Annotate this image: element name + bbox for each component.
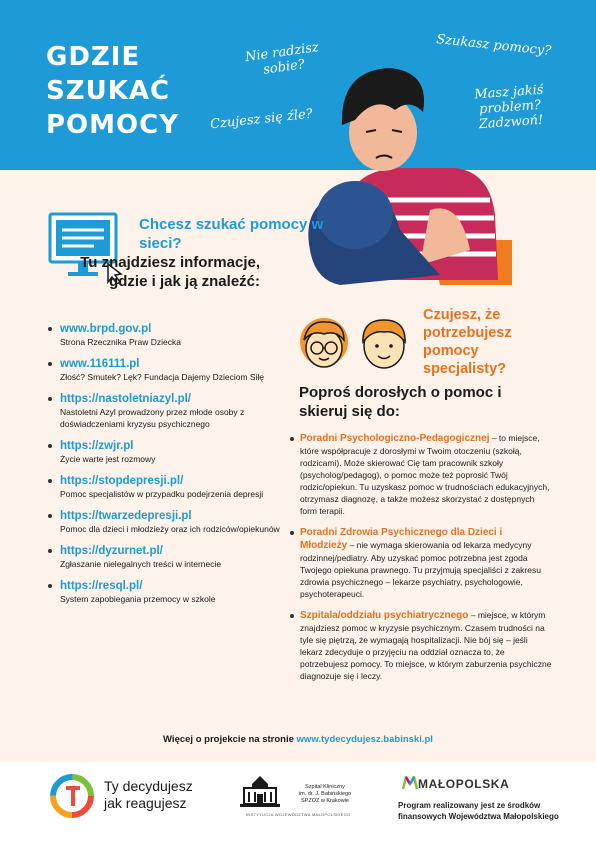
question-2: Czujesz się źle? bbox=[209, 106, 314, 133]
more-info: Więcej o projekcie na stronie www.tydecydujesz.babinski.pl bbox=[163, 734, 433, 745]
link[interactable]: www.116111.pl bbox=[60, 358, 140, 370]
question-4: Masz jakiś problem? Zadzwoń! bbox=[473, 82, 544, 133]
link[interactable]: https://twarzedepresji.pl bbox=[60, 510, 192, 522]
specialist-subheading: Poproś dorosłych o pomoc i skieruj się do: bbox=[299, 384, 502, 420]
project-logo-text: Ty decydujesz jak reagujesz bbox=[104, 778, 193, 811]
online-heading: Chcesz szukać pomocy w sieci? bbox=[139, 216, 324, 252]
list-item: https://stopdepresji.pl/ Pomoc specjalistów w przypadku podejrzenia depresji bbox=[48, 474, 288, 500]
list-item: https://resql.pl/ System zapobiegania przemocy w szkole bbox=[48, 579, 288, 605]
places-list bbox=[290, 432, 552, 691]
list-item: Szpitala/oddziału psychiatrycznego – miejsce, w którym znajdziesz pomoc w kryzysie psychicznym. Czasem trudności na tyle się piętrzą, że wymagają hospitalizacji. Nie bój się – jeśli lekarz zdecyduje o przyjęciu na oddział oznacza to, że potrzebujesz pomocy. To miejsce, w którym zaburzenia psychiczne diagnozuje się i leczy. bbox=[290, 609, 552, 682]
malopolska-logo-icon bbox=[402, 776, 418, 790]
link[interactable]: https://nastoletniazyl.pl/ bbox=[60, 393, 191, 405]
project-logo-icon bbox=[50, 774, 98, 818]
question-3: Szukasz pomocy? bbox=[435, 32, 552, 59]
list-item: www.116111.pl Złość? Smutek? Lęk? Fundacja Dajemy Dzieciom Siłę bbox=[48, 357, 288, 383]
link[interactable]: https://stopdepresji.pl/ bbox=[60, 475, 184, 487]
sad-teen-illustration bbox=[280, 50, 540, 290]
specialist-faces bbox=[296, 312, 416, 372]
specialist-heading: Czujesz, że potrzebujesz pomocy specjalisty? bbox=[423, 307, 512, 377]
list-item: Poradni Psychologiczno-Pedagogicznej – to miejsce, które współpracuje z dorosłymi w Twoim otoczeniu (szkołą, rodzicami). Może skierować Cię tam pracownik szkoły (psycholog/pedagog), o pomoc może też poprosić Twój rodzic/opiekun. Tu uzyskasz pomoc w trudnościach edukacyjnych, otrzymasz diagnozę, a także możesz skorzystać z dostępnych form terapii. bbox=[290, 432, 552, 517]
funding-note: Program realizowany jest ze środków finansowych Województwa Małopolskiego bbox=[398, 801, 559, 821]
list-item: https://zwjr.pl Życie warte jest rozmowy bbox=[48, 439, 288, 465]
page-title: GDZIE SZUKAĆ POMOCY bbox=[46, 42, 180, 140]
hospital-institution: INSTYTUCJA WOJEWÓDZTWA MAŁOPOLSKIEGO bbox=[246, 812, 351, 817]
list-item: https://dyzurnet.pl/ Zgłaszanie nielegalnych treści w internecie bbox=[48, 544, 288, 570]
hospital-logo-icon bbox=[238, 774, 282, 810]
face-icon bbox=[363, 320, 405, 368]
link[interactable]: https://dyzurnet.pl/ bbox=[60, 545, 163, 557]
face-glasses-icon bbox=[300, 318, 348, 367]
online-subheading: Tu znajdziesz informacje, gdzie i jak ją znaleźć: bbox=[80, 254, 260, 290]
list-item: https://twarzedepresji.pl Pomoc dla dzieci i młodzieży oraz ich rodziców/opiekunów bbox=[48, 509, 288, 535]
list-item: www.brpd.gov.pl Strona Rzecznika Praw Dziecka bbox=[48, 322, 288, 348]
online-links-list bbox=[48, 322, 288, 614]
hospital-name: Szpital Kliniczny im. dr. J. Babińskiego SPZOZ w Krakowie bbox=[298, 784, 352, 804]
question-1: Nie radzisz sobie? bbox=[244, 39, 320, 78]
malopolska-name: MAŁOPOLSKA bbox=[418, 777, 510, 791]
list-item: https://nastoletniazyl.pl/ Nastoletni Azyl prowadzony przez młode osoby z doświadczeniami kryzysu psychicznego bbox=[48, 392, 288, 430]
link[interactable]: https://zwjr.pl bbox=[60, 440, 134, 452]
list-item: Poradni Zdrowia Psychicznego dla Dzieci i Młodzieży – nie wymaga skierowania od lekarza medycyny rodzinnej/pediatry. Aby uzyskać pomoc potrzebna jest zgoda Twojego opiekuna prawnego. Tu przyjmują specjaliści z zakresu zdrowia psychicznego – lekarze psychiatry, psychologowie, psychoterapeuci. bbox=[290, 526, 552, 600]
link[interactable]: www.brpd.gov.pl bbox=[60, 323, 152, 335]
link[interactable]: https://resql.pl/ bbox=[60, 580, 143, 592]
project-link[interactable]: www.tydecydujesz.babinski.pl bbox=[296, 734, 433, 745]
